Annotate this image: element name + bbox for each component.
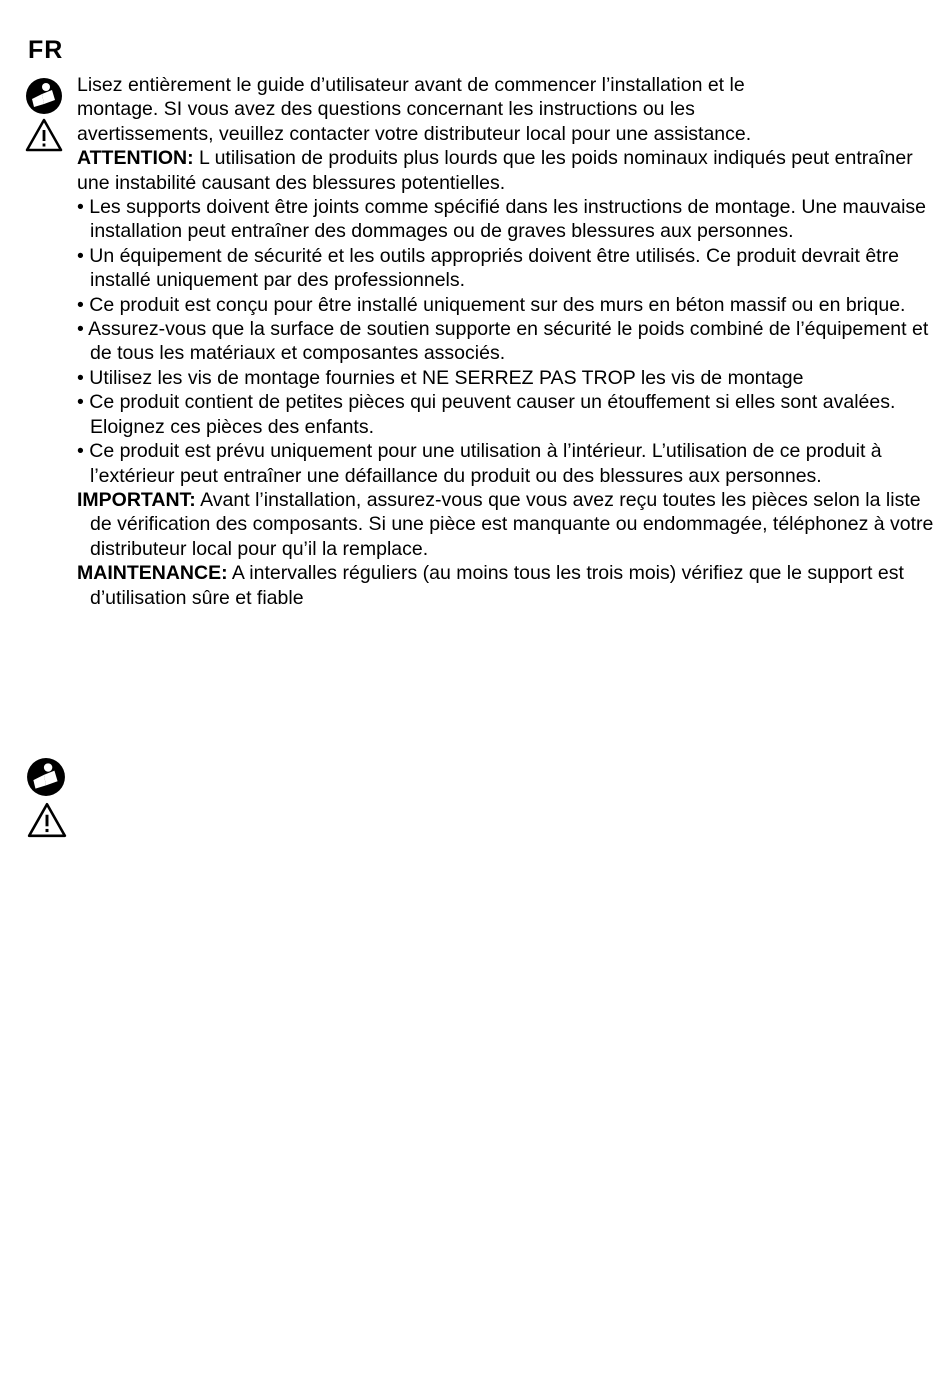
maintenance-paragraph	[77, 561, 937, 610]
list-item: • Utilisez les vis de montage fournies et NE SERREZ PAS TROP les vis de montage	[77, 366, 804, 389]
warning-triangle-icon	[26, 800, 68, 840]
important-text: Avant l’installation, assurez-vous que vous avez reçu toutes les pièces selon la liste de vérification des composants. Si une pièce est manquante ou endommagée, téléphonez à votre distributeur local pour qu’il la remplace.	[90, 488, 934, 560]
maintenance-text: A intervalles réguliers (au moins tous les trois mois) vérifiez que le support est d’utilisation sûre et fiable	[90, 562, 904, 609]
intro-paragraph	[77, 73, 937, 146]
list-item: • Ce produit est conçu pour être installé uniquement sur des murs en béton massif ou en brique.	[77, 293, 906, 316]
warning-triangle-icon	[24, 117, 64, 153]
read-manual-icon	[25, 77, 63, 115]
intro-line-2: montage. SI vous avez des questions concernant les instructions ou les	[77, 98, 695, 121]
maintenance-label: MAINTENANCE:	[77, 562, 228, 585]
important-paragraph	[77, 488, 937, 561]
attention-text: L utilisation de produits plus lourds que les poids nominaux indiqués peut entraîner une instabilité causant des blessures potentielles.	[77, 147, 913, 194]
attention-label: ATTENTION:	[77, 147, 194, 170]
list-item: • Un équipement de sécurité et les outils appropriés doivent être utilisés. Ce produit devrait être installé uniquement par des professionnels.	[77, 244, 899, 292]
attention-paragraph	[77, 146, 937, 195]
language-code: FR	[28, 36, 64, 64]
list-item: • Ce produit est prévu uniquement pour une utilisation à l’intérieur. L’utilisation de ce produit à l’extérieur peut entraîner une défaillance du produit ou des blessures aux personnes.	[77, 440, 882, 487]
important-label: IMPORTANT:	[77, 488, 196, 511]
list-item: • Assurez-vous que la surface de soutien supporte en sécurité le poids combiné de l’équipement et de tous les matériaux et composantes associés.	[77, 318, 929, 365]
safety-instructions	[77, 73, 937, 610]
intro-line-3: avertissements, veuillez contacter votre distributeur local pour une assistance.	[77, 122, 752, 145]
list-item: • Ce produit contient de petites pièces qui peuvent causer un étouffement si elles sont avalées. Eloignez ces pièces des enfants.	[77, 391, 896, 438]
read-manual-icon	[26, 757, 66, 797]
list-item: • Les supports doivent être joints comme spécifié dans les instructions de montage. Une mauvaise installation peut entraîner des dommages ou de graves blessures aux personnes.	[77, 196, 927, 243]
intro-line-1: Lisez entièrement le guide d’utilisateur avant de commencer l’installation et le	[77, 74, 745, 96]
